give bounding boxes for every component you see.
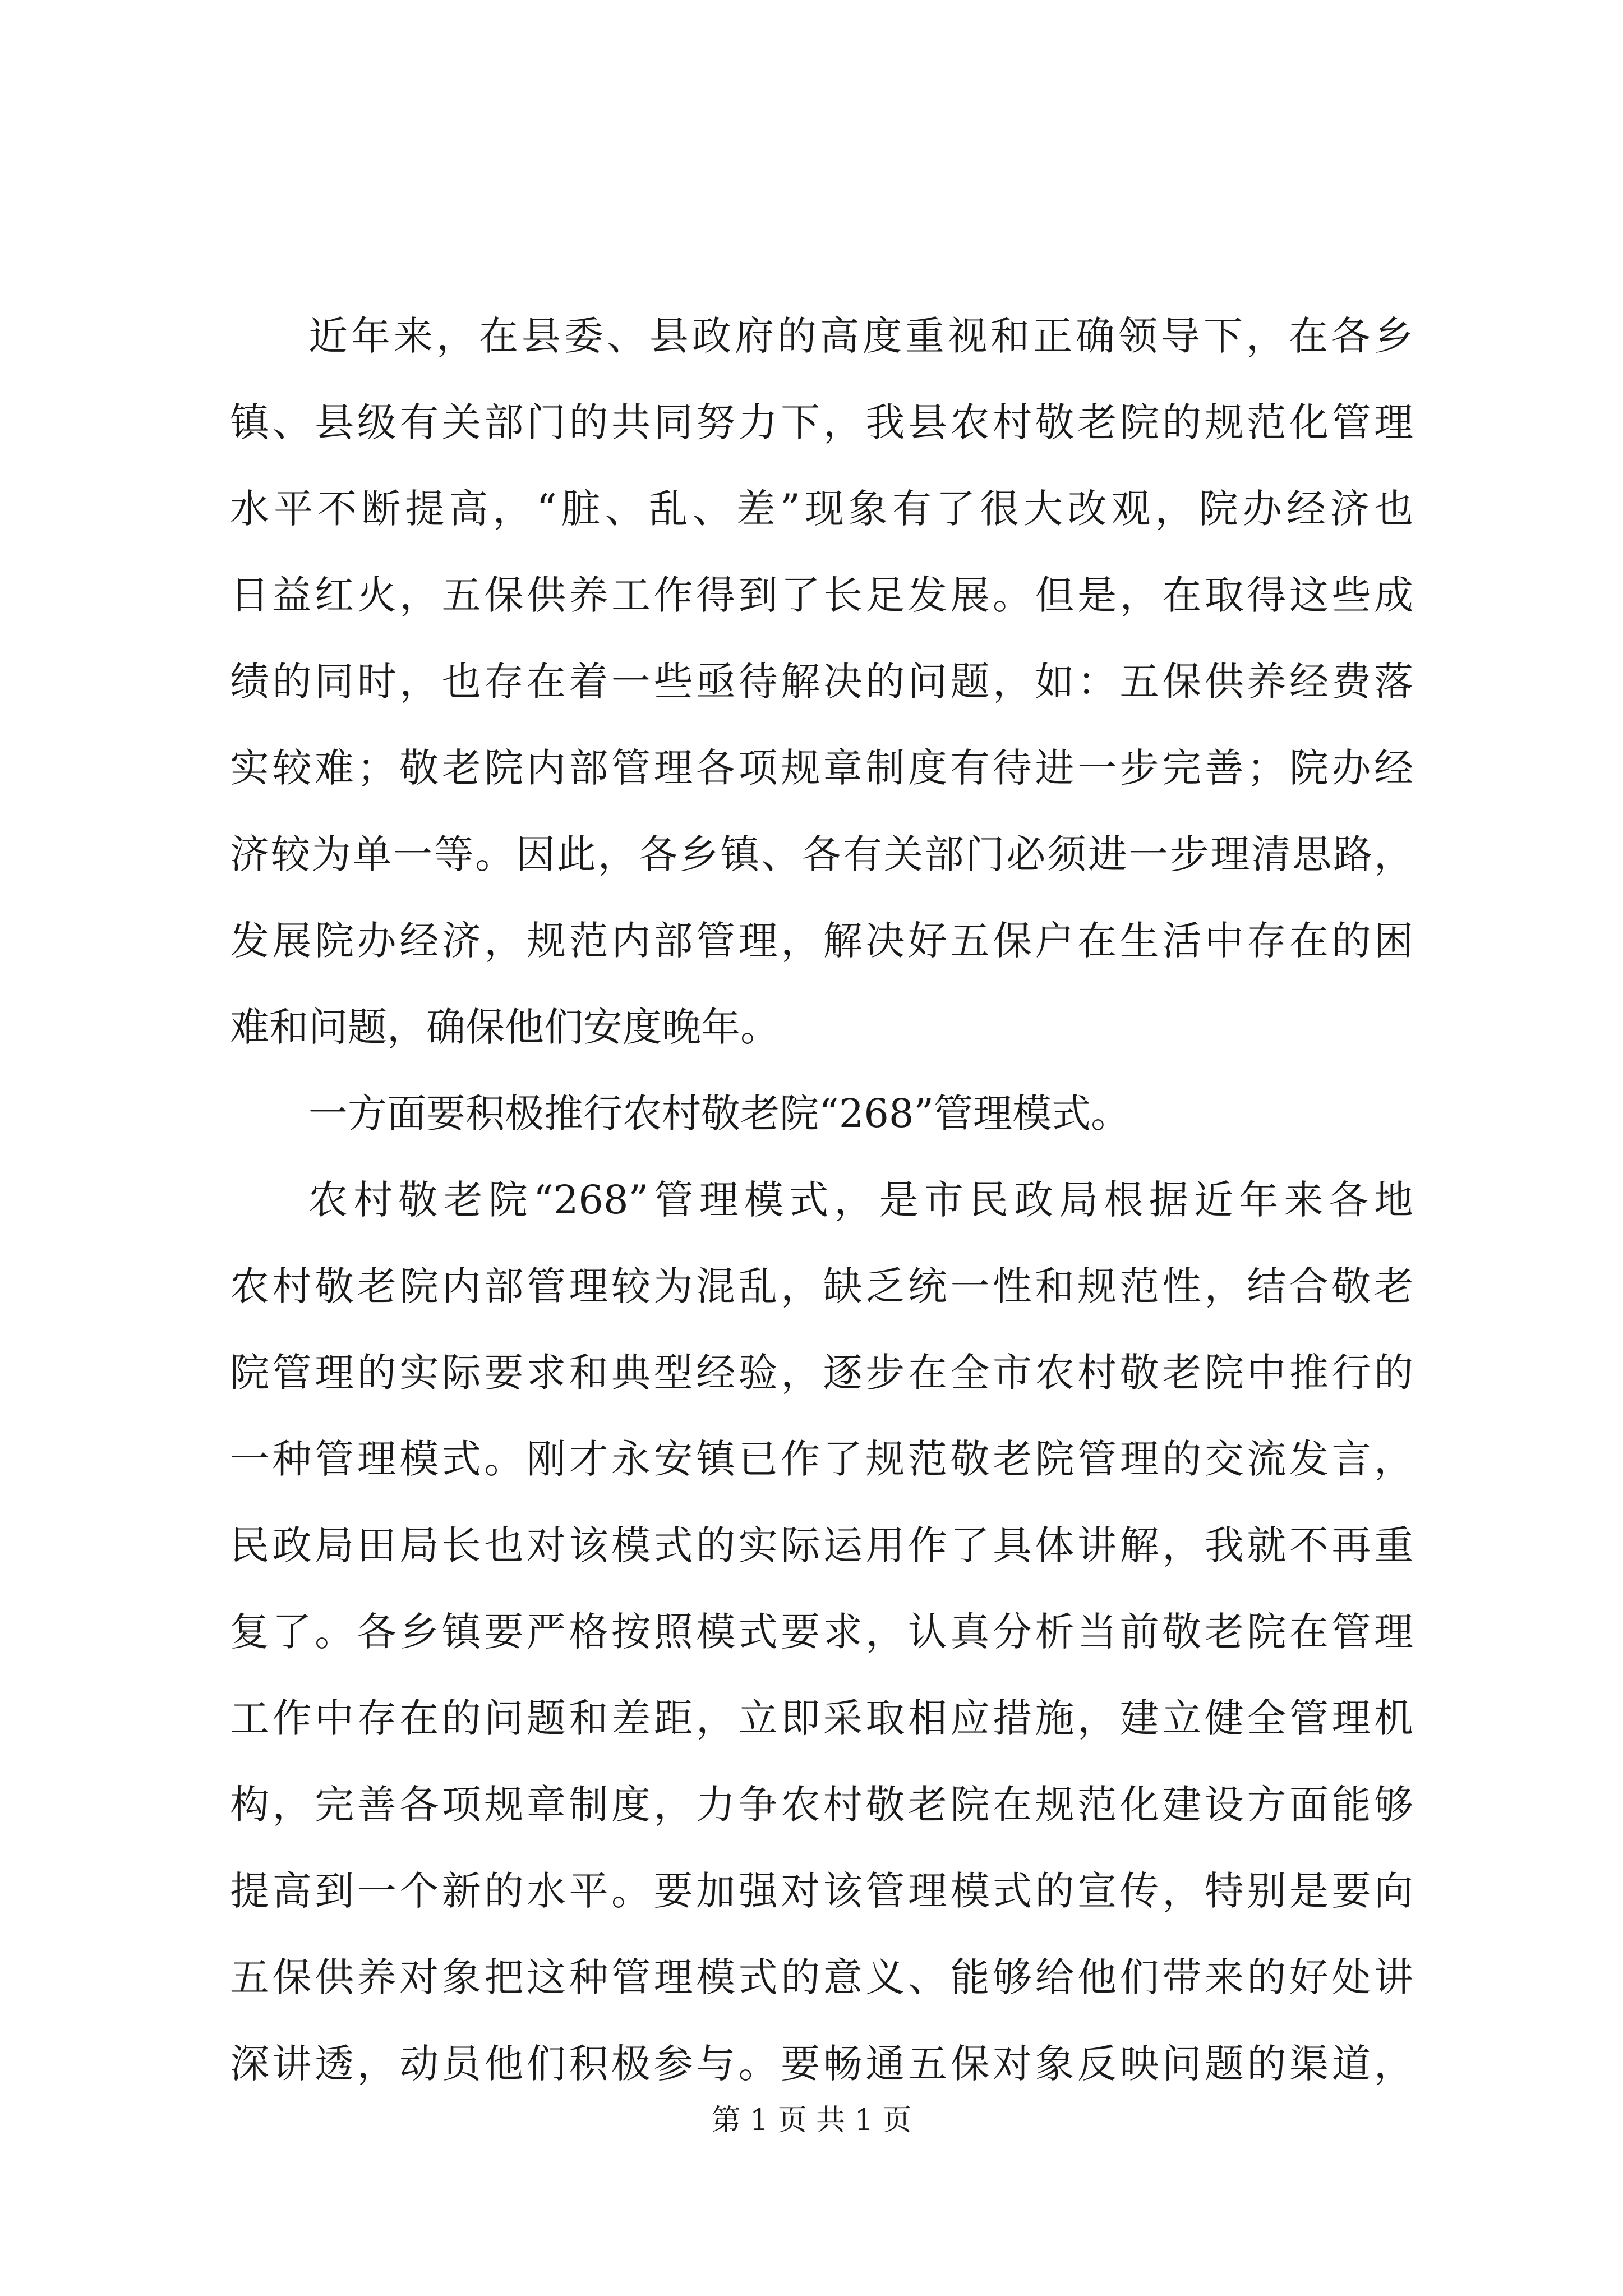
text-line: 一方面要积极推行农村敬老院“268”管理模式。 xyxy=(308,1091,1131,1137)
text-line: 民政局田局长也对该模式的实际运用作了具体讲解，我就不再重 xyxy=(230,1522,1413,1568)
text-line: 一种管理模式。刚才永安镇已作了规范敬老院管理的交流发言， xyxy=(230,1436,1413,1482)
text-line: 院管理的实际要求和典型经验，逐步在全市农村敬老院中推行的 xyxy=(230,1350,1413,1396)
text-line: 深讲透，动员他们积极参与。要畅通五保对象反映问题的渠道， xyxy=(230,2041,1413,2087)
text-line: 提高到一个新的水平。要加强对该管理模式的宣传，特别是要向 xyxy=(230,1868,1413,1914)
text-line: 五保供养对象把这种管理模式的意义、能够给他们带来的好处讲 xyxy=(230,1954,1413,2000)
text-line: 水平不断提高，“脏、乱、差”现象有了很大改观，院办经济也 xyxy=(230,486,1413,532)
text-line: 实较难；敬老院内部管理各项规章制度有待进一步完善；院办经 xyxy=(230,745,1413,791)
page-number-label: 第 1 页 共 1 页 xyxy=(711,2104,912,2137)
text-line: 难和问题，确保他们安度晚年。 xyxy=(230,1004,780,1050)
paragraph-1 xyxy=(230,293,1413,1070)
text-line: 近年来，在县委、县政府的高度重视和正确领导下，在各乡 xyxy=(308,313,1413,359)
document-body xyxy=(230,293,1413,2107)
text-line: 构，完善各项规章制度，力争农村敬老院在规范化建设方面能够 xyxy=(230,1782,1413,1828)
text-line: 农村敬老院“268”管理模式，是市民政局根据近年来各地 xyxy=(308,1177,1413,1223)
text-line: 发展院办经济，规范内部管理，解决好五保户在生活中存在的困 xyxy=(230,918,1413,964)
page-footer xyxy=(0,2098,1623,2143)
paragraph-3 xyxy=(230,1157,1413,2107)
text-line: 复了。各乡镇要严格按照模式要求，认真分析当前敬老院在管理 xyxy=(230,1609,1413,1655)
text-line: 绩的同时，也存在着一些亟待解决的问题，如：五保供养经费落 xyxy=(230,659,1413,705)
paragraph-2 xyxy=(230,1070,1413,1157)
text-line: 农村敬老院内部管理较为混乱，缺乏统一性和规范性，结合敬老 xyxy=(230,1263,1413,1309)
text-line: 镇、县级有关部门的共同努力下，我县农村敬老院的规范化管理 xyxy=(230,399,1413,445)
text-line: 日益红火，五保供养工作得到了长足发展。但是，在取得这些成 xyxy=(230,572,1413,618)
text-line: 工作中存在的问题和差距，立即采取相应措施，建立健全管理机 xyxy=(230,1695,1413,1741)
text-line: 济较为单一等。因此，各乡镇、各有关部门必须进一步理清思路， xyxy=(230,831,1413,877)
